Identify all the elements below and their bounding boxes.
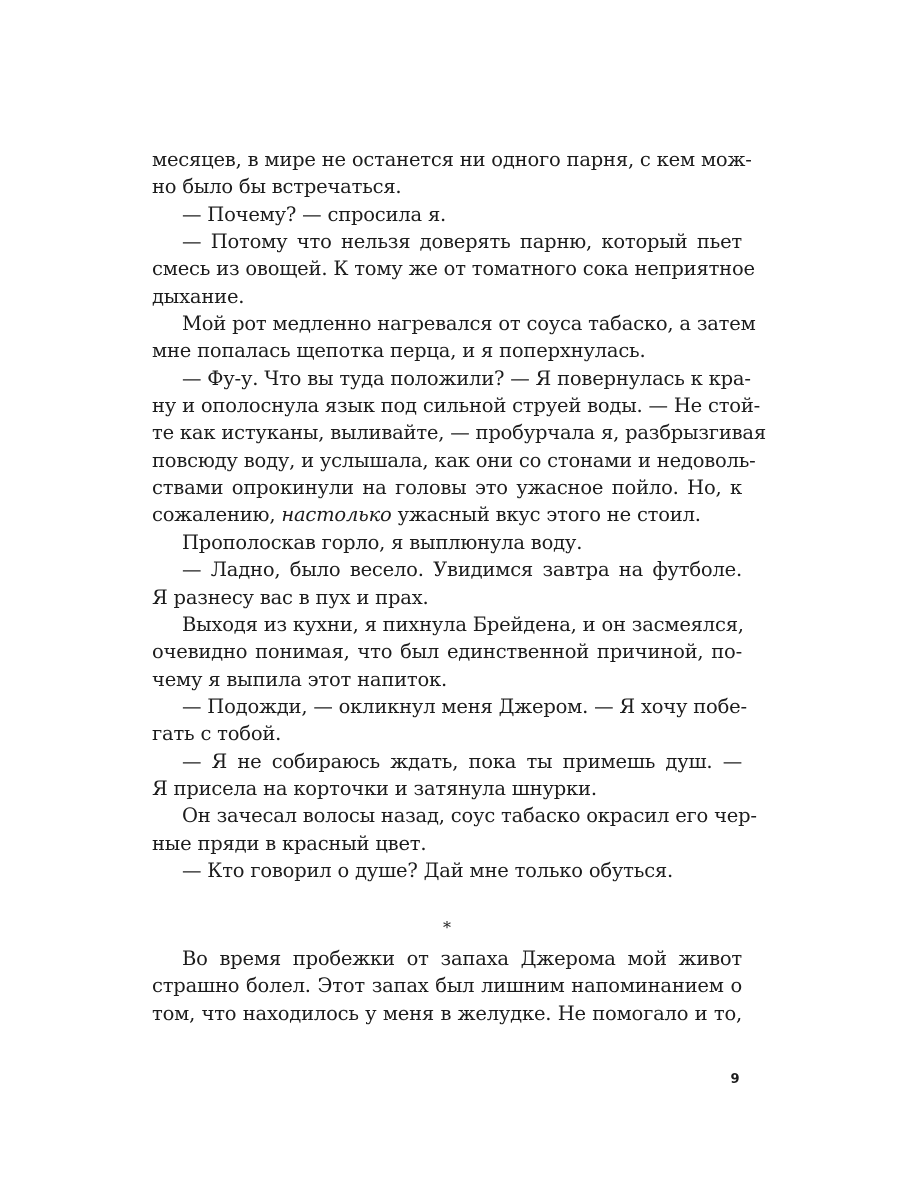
section-separator: * [443,918,451,937]
text-line: Выходя из кухни, я пихнула Брейдена, и он засмеялся, [182,612,744,636]
text-line: страшно болел. Этот запах был лишним напоминанием о [152,974,742,998]
page-number: 9 [730,1072,740,1087]
text-line: — Я не собираюсь ждать, пока ты примешь душ. — [182,749,742,773]
text-line: Прополоскав горло, я выплюнула воду. [182,530,583,554]
text-line [152,501,742,528]
emphasis-text: настолько [281,503,392,527]
text-line: — Почему? — спросила я. [182,202,447,226]
text-line: дыхание. [152,284,245,308]
text-line: чему я выпила этот напиток. [152,667,448,691]
text-line: месяцев, в мире не останется ни одного парня, с кем мож- [152,148,752,171]
text-line: ну и ополоснула язык под сильной струей воды. — Не стой- [152,394,761,418]
text-line: — Фу-у. Что вы туда положили? — Я повернулась к кра- [182,366,751,390]
section-text-block [152,945,742,1027]
text-line: Мой рот медленно нагревался от соуса табаско, а затем [182,312,756,336]
text-line: гать с тобой. [152,722,282,746]
text-line: очевидно понимая, что был единственной причиной, по- [152,640,742,664]
text-line: Я присела на корточки и затянула шнурки. [152,776,597,800]
text-fragment: ужасный вкус этого не стоил. [391,503,701,527]
text-line: Во время пробежки от запаха Джерома мой живот [182,947,742,970]
main-text-block [152,146,766,884]
text-line: ствами опрокинули на головы это ужасное пойло. Но, к [152,476,742,500]
text-line: ные пряди в красный цвет. [152,831,427,855]
text-line: — Подожди, — окликнул меня Джером. — Я хочу побе- [182,694,747,718]
text-line: — Кто говорил о душе? Дай мне только обуться. [182,858,674,882]
text-line: но было бы встречаться. [152,175,402,199]
text-line: те как истуканы, выливайте, — пробурчала я, разбрызгивая [152,421,766,445]
text-line: повсюду воду, и услышала, как они со стонами и недоволь- [152,448,756,472]
text-fragment: сожалению, [152,503,282,527]
text-line: том, что находилось у меня в желудке. Не помогало и то, [152,1001,742,1025]
text-line: Он зачесал волосы назад, соус табаско окрасил его чер- [182,804,757,828]
text-line: смесь из овощей. К тому же от томатного сока неприятное [152,257,755,281]
text-line: — Потому что нельзя доверять парню, который пьет [182,230,742,254]
text-line: — Ладно, было весело. Увидимся завтра на футболе. [182,558,742,582]
text-line: Я разнесу вас в пух и прах. [152,585,429,609]
text-line: мне попалась щепотка перца, и я поперхнулась. [152,339,646,363]
